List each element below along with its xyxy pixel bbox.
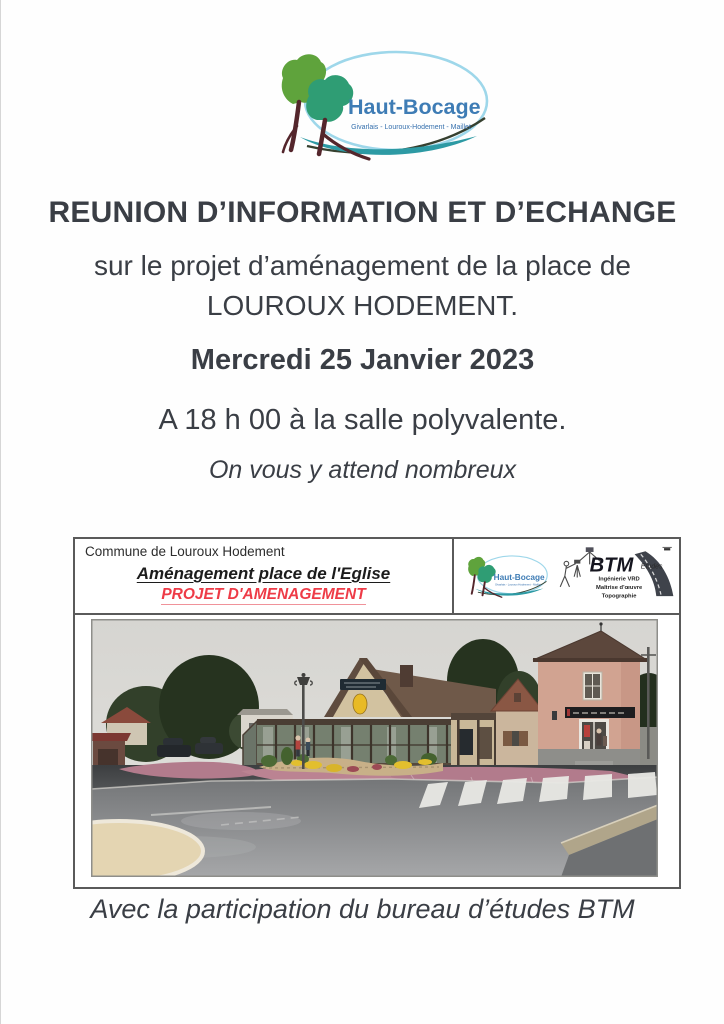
logo-wordmark: Haut-Bocage — [348, 95, 481, 119]
project-figure — [73, 537, 681, 889]
headline: REUNION D’INFORMATION ET D’ECHANGE — [48, 196, 677, 229]
figure-title: Aménagement place de l'Eglise — [136, 564, 391, 583]
meeting-date: Mercredi 25 Janvier 2023 — [190, 344, 535, 376]
btm-service-1: Ingénierie VRD — [598, 576, 640, 583]
project-photo — [91, 619, 658, 877]
intro-line-2: LOUROUX HODEMENT. — [206, 290, 519, 321]
logo-subtitle-small: Givarlais - Louroux-Hodement - Maillet — [494, 583, 541, 587]
commune-label: Commune de Louroux Hodement — [85, 544, 285, 559]
logo-wordmark-small: Haut-Bocage — [493, 572, 545, 582]
tagline: On vous y attend nombreux — [208, 456, 517, 484]
figure-subtitle-red: PROJET D'AMENAGEMENT — [161, 586, 366, 603]
btm-suffix: Etudes — [640, 563, 663, 571]
haut-bocage-logo — [245, 42, 489, 166]
btm-service-3: Topographie — [601, 593, 637, 600]
bottom-caption: Avec la participation du bureau d’études BTM — [90, 894, 635, 924]
btm-service-2: Maîtrise d'œuvre — [596, 585, 643, 592]
figure-header — [75, 539, 679, 615]
intro-line-1: sur le projet d’aménagement de la place de — [93, 250, 631, 281]
meeting-time-place: A 18 h 00 à la salle polyvalente. — [158, 404, 567, 436]
haut-bocage-logo-small — [454, 552, 548, 600]
btm-logo — [553, 545, 679, 607]
utility-pole — [647, 647, 650, 759]
figure-header-titles — [75, 539, 454, 613]
logo-subtitle: Givarlais - Louroux-Hodement - Maillet — [351, 124, 471, 131]
btm-wordmark: BTM — [589, 554, 634, 577]
wet-patch — [181, 812, 301, 830]
figure-header-logos — [454, 539, 679, 613]
